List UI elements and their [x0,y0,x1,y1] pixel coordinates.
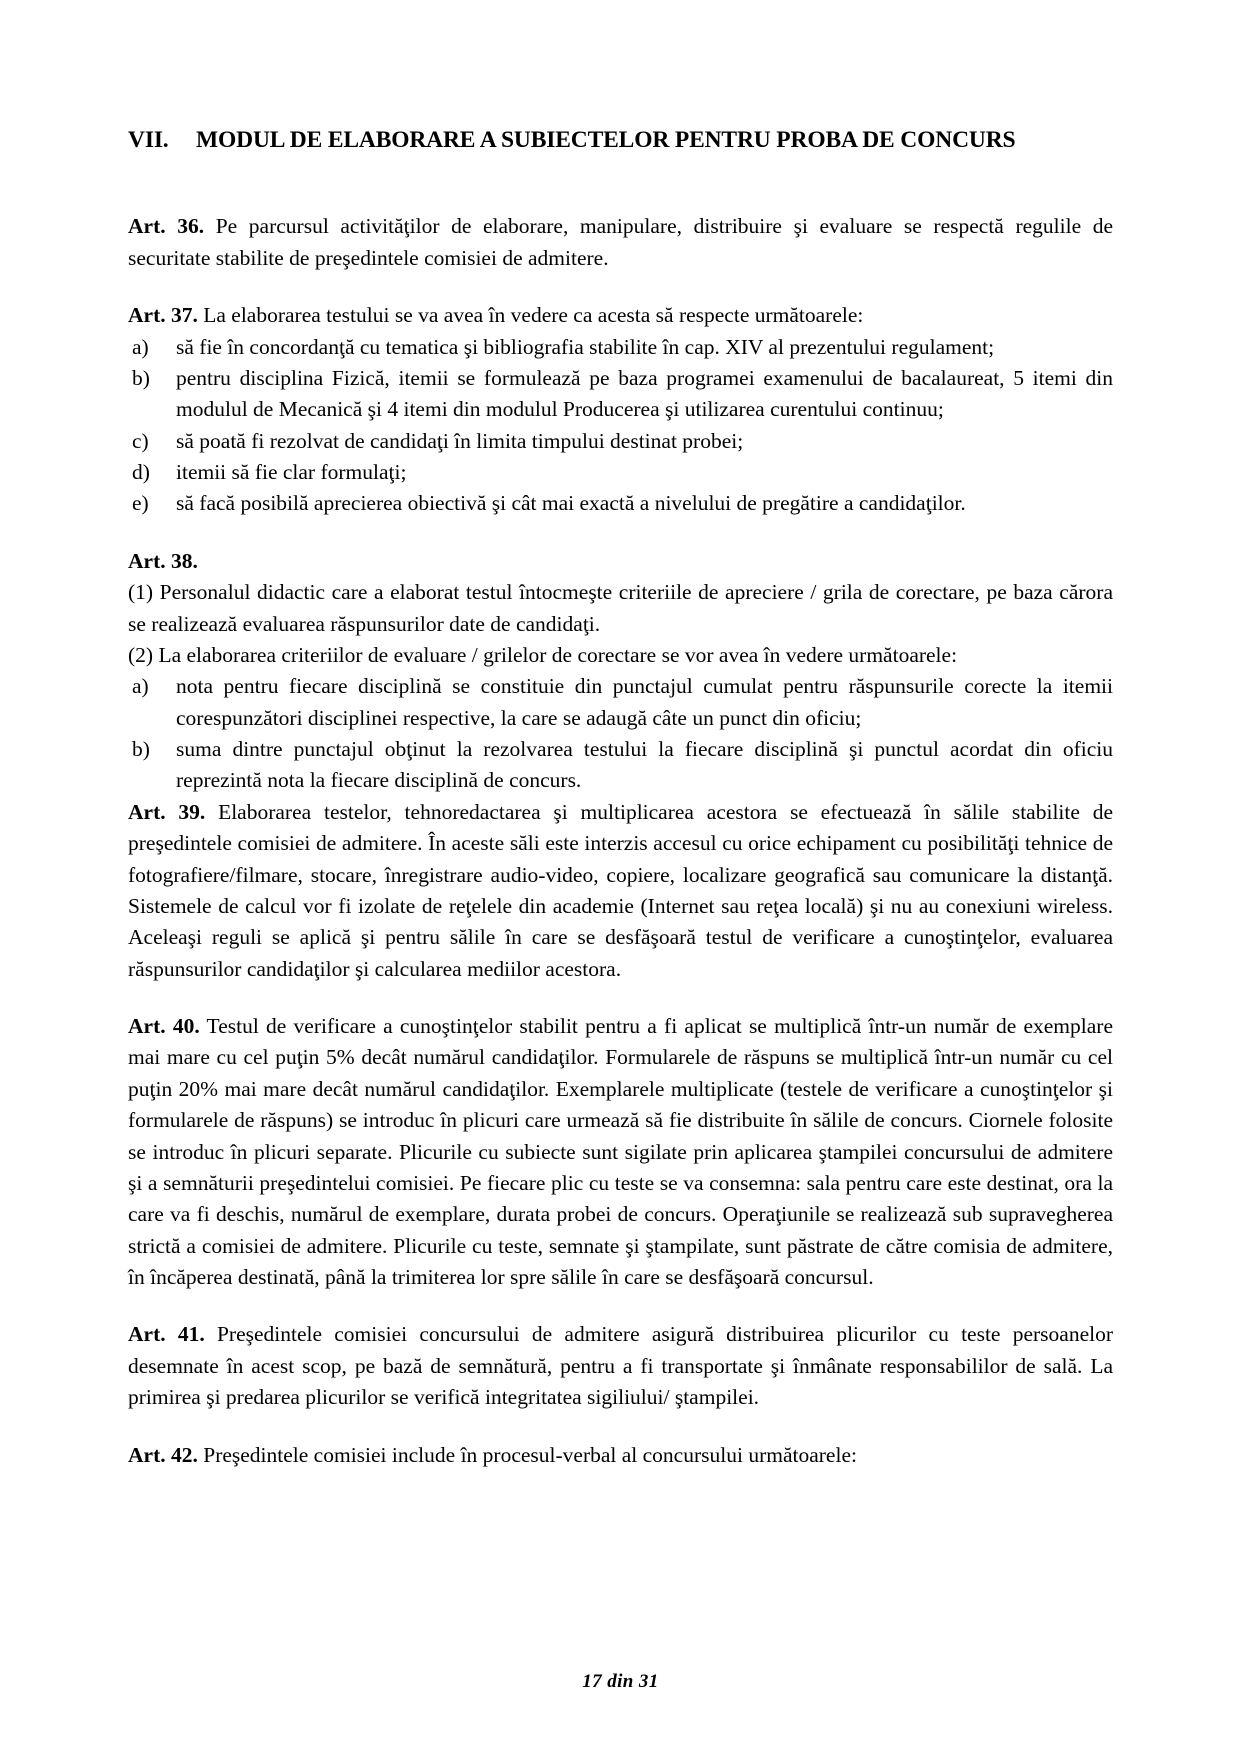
list-item [128,332,1113,363]
article-40 [128,1011,1113,1293]
list-item-text: să fie în concordanţă cu tematica şi bibliografia stabilite în cap. XIV al prezentului regulament; [176,334,995,359]
list-item [128,671,1113,734]
article-39-text: Elaborarea testelor, tehnoredactarea şi multiplicarea acestora se efectuează în sălile stabilite de preşedintele comisiei de admitere. În aceste săli este interzis accesul cu orice echipament cu posibilităţi tehnice de fotografiere/filmare, stocare, înregistrare audio-video, copiere, localizare geografică sau comunicare la distanţă. Sistemele de calcul vor fi izolate de reţelele din academie (Internet sau reţea locală) şi nu au conexiuni wireless. Aceleaşi reguli se aplică şi pentru sălile în care se desfăşoară testul de verificare a cunoştinţelor, evaluarea răspunsurilor candidaţilor şi calcularea mediilor acestora. [128,799,1113,981]
list-item-marker: c) [132,428,149,453]
article-36-label: Art. 36. [128,214,205,239]
article-42-label: Art. 42. [128,1442,198,1467]
article-41-text: Preşedintele comisiei concursului de admitere asigură distribuirea plicurilor cu teste persoanelor desemnate în acest scop, pe bază de semnătură, pentru a fi transportate şi înmânate responsabililor de sală. La primirea şi predarea plicurilor se verifică integritatea sigiliului/ ştampilei. [128,1322,1113,1410]
page-footer [0,1671,1241,1693]
article-39 [128,797,1113,985]
list-item-marker: a) [132,334,149,359]
article-38-paragraph-2: (2) La elaborarea criteriilor de evaluare / grilelor de corectare se vor avea în vedere următoarele: [128,642,958,667]
article-37-intro-line [128,300,1113,331]
list-item [128,734,1113,797]
list-item-text: itemii să fie clar formulaţi; [176,460,407,484]
article-42 [128,1440,1113,1471]
article-40-text: Testul de verificare a cunoştinţelor stabilit pentru a fi aplicat se multiplică într-un număr de exemplare mai mare cu cel puţin 5% decât numărul candidaţilor. Formularele de răspuns se multiplică într-un număr cu cel puţin 20% mai mare decât numărul candidaţilor. Exemplarele multiplicate (testele de verificare a cunoştinţelor şi formularele de răspuns) se introduc în plicuri care urmează să fie distribuite în sălile de concurs. Ciornele folosite se introduc în plicuri separate. Plicurile cu subiecte sunt sigilate prin aplicarea ştampilei concursului de admitere şi a semnăturii preşedintelui comisiei. Pe fiecare plic cu teste se va consemna: sala pentru care este destinat, ora la care va fi deschis, numărul de exemplare, durata probei de concurs. Operaţiunile se realizează sub supravegherea strictă a comisiei de admitere. Plicurile cu teste, semnate şi ştampilate, sunt păstrate de către comisia de admitere, în încăperea destinată, până la trimiterea lor spre sălile în care se desfăşoară concursul. [128,1014,1113,1289]
page-content [128,126,1113,1471]
article-38-paragraph-1: (1) Personalul didactic care a elaborat testul întocmeşte criteriile de apreciere / grila de corectare, pe baza cărora se realizează evaluarea răspunsurilor date de candidaţi. [128,580,1113,636]
list-item-text: pentru disciplina Fizică, itemii se formulează pe baza programei examenului de bacalaureat, 5 itemi din modulul de Mecanică şi 4 itemi din modulul Producerea şi utilizarea curentului continuu; [176,365,1113,422]
page-number-label: 17 din 31 [582,1671,659,1692]
list-item-text: suma dintre punctajul obţinut la rezolvarea testului la fiecare disciplină şi punctul acordat din oficiu reprezintă nota la fiecare disciplină de concurs. [176,737,1113,793]
article-37-intro: La elaborarea testului se va avea în vedere ca acesta să respecte următoarele: [197,303,864,328]
list-item-marker: b) [132,365,150,390]
article-36-text: Pe parcursul activităţilor de elaborare, manipulare, distribuire şi evaluare se respectă regulile de securitate stabilite de preşedintele comisiei de admitere. [128,214,1114,270]
chapter-number: VII. [128,127,169,153]
article-40-label: Art. 40. [128,1014,200,1038]
article-38-label: Art. 38. [128,548,198,573]
list-item [128,363,1113,426]
list-item-marker: d) [132,460,150,484]
article-36 [128,211,1113,274]
list-item [128,488,1113,519]
article-38 [128,546,1113,797]
article-41-label: Art. 41. [128,1322,205,1347]
article-38-list [128,671,1113,797]
article-42-text: Preşedintele comisiei include în procesul-verbal al concursului următoarele: [197,1442,857,1467]
article-37-label: Art. 37. [128,303,198,328]
list-item-text: nota pentru fiecare disciplină se constituie din punctajul cumulat pentru răspunsurile corecte la itemii corespunzători disciplinei respective, la care se adaugă câte un punct din oficiu; [176,674,1113,730]
article-39-label: Art. 39. [128,799,206,824]
article-41 [128,1319,1113,1413]
list-item-marker: e) [132,491,149,516]
list-item-text: să facă posibilă aprecierea obiectivă şi cât mai exactă a nivelului de pregătire a candidaţilor. [176,491,966,516]
list-item [128,457,1113,488]
chapter-heading [128,126,1113,155]
list-item-text: să poată fi rezolvat de candidaţi în limita timpului destinat probei; [176,428,744,453]
list-item [128,426,1113,457]
chapter-title: MODUL DE ELABORARE A SUBIECTELOR PENTRU PROBA DE CONCURS [196,127,1016,153]
article-37-list [128,332,1113,520]
list-item-marker: a) [132,674,149,699]
article-37 [128,300,1113,520]
list-item-marker: b) [132,737,150,761]
